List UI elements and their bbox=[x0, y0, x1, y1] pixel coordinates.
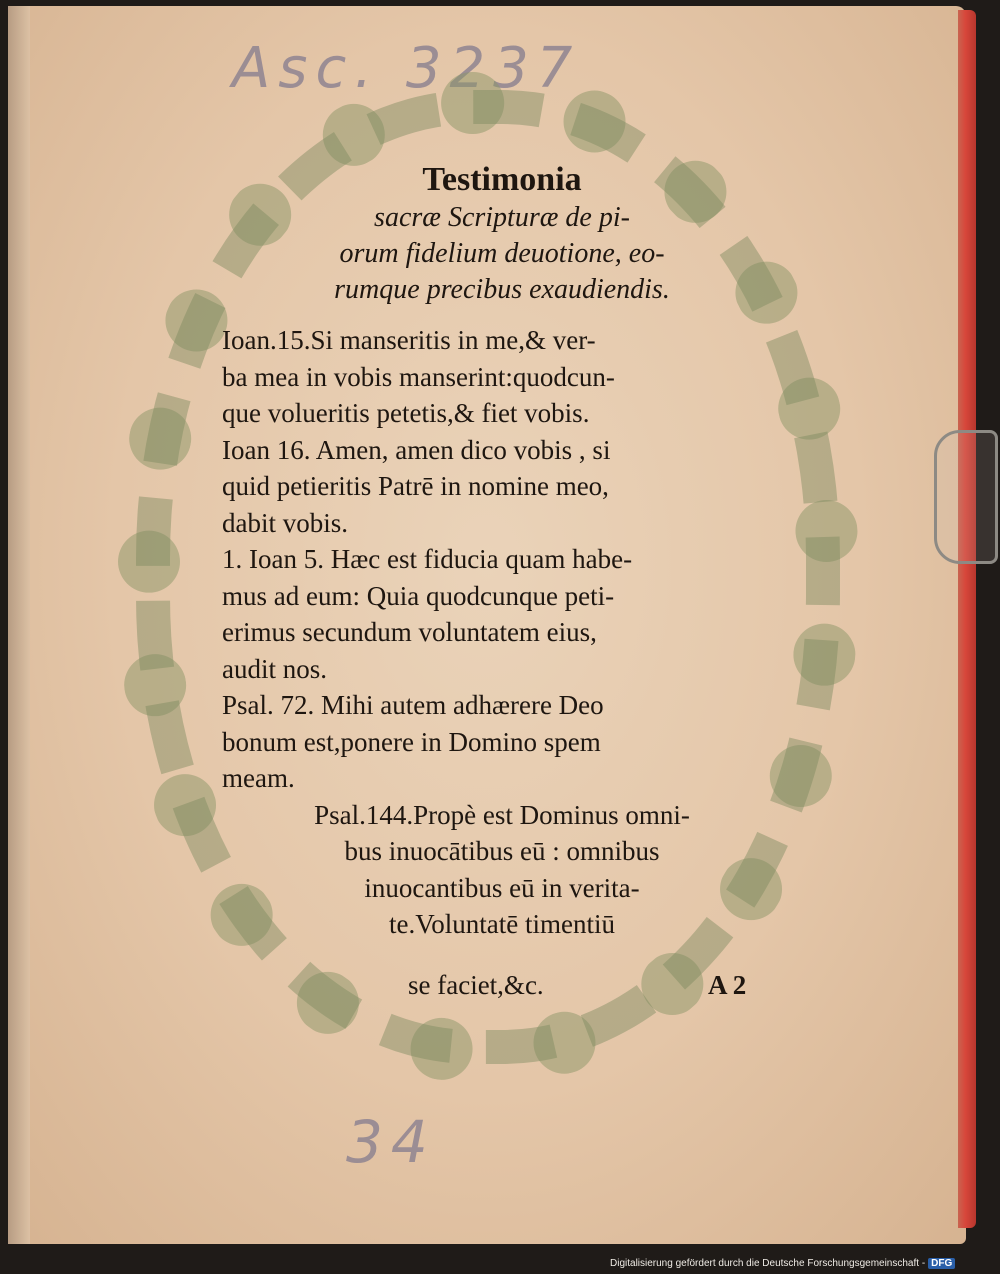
centered-text-line: bus inuocātibus eū : omnibus bbox=[344, 836, 660, 866]
text-line: audit nos. bbox=[222, 653, 327, 684]
centered-text-line: te.Voluntatē timentiū bbox=[389, 909, 615, 939]
text-line: bonum est,ponere in Domino spem bbox=[222, 726, 601, 757]
subtitle-line: orum fidelium deuotione, eo- bbox=[339, 238, 665, 269]
handwritten-number: 34 bbox=[346, 1108, 436, 1176]
digitization-credit bbox=[610, 1258, 955, 1269]
catchword: se faciet,&c. bbox=[408, 970, 544, 1000]
text-line: Ioan 16. Amen, amen dico vobis , si bbox=[222, 434, 611, 465]
signature-mark: A 2 bbox=[708, 970, 747, 1000]
text-line: quid petieritis Patrē in nomine meo, bbox=[222, 471, 609, 501]
page-gutter bbox=[8, 6, 30, 1244]
centered-text-line: Psal.144.Propè est Dominus omni- bbox=[314, 799, 690, 830]
text-line: mus ad eum: Quia quodcunque peti- bbox=[222, 580, 615, 611]
credit-text: Digitalisierung gefördert durch die Deutsche Forschungsgemeinschaft - bbox=[610, 1258, 926, 1269]
page-title: Testimonia bbox=[422, 161, 582, 198]
page-clip bbox=[934, 430, 998, 564]
text-line: Ioan.15.Si manseritis in me,& ver- bbox=[222, 325, 596, 355]
centered-text-line: inuocantibus eū in verita- bbox=[364, 872, 640, 903]
text-line: dabit vobis. bbox=[222, 507, 348, 538]
dfg-logo: DFG bbox=[928, 1258, 955, 1269]
red-page-edge bbox=[958, 10, 976, 1228]
text-line: Psal. 72. Mihi autem adhærere Deo bbox=[222, 690, 604, 720]
subtitle-line: rumque precibus exaudiendis. bbox=[334, 274, 670, 305]
text-line: meam. bbox=[222, 763, 295, 793]
text-line: que volueritis petetis,& fiet vobis. bbox=[222, 398, 590, 428]
text-line: erimus secundum voluntatem eius, bbox=[222, 617, 597, 647]
subtitle-line: sacræ Scripturæ de pi- bbox=[374, 202, 630, 233]
text-line: 1. Ioan 5. Hæc est fiducia quam habe- bbox=[222, 544, 633, 574]
handwritten-shelfmark: Asc. 3237 bbox=[232, 36, 581, 101]
text-line: ba mea in vobis manserint:quodcun- bbox=[222, 361, 615, 392]
page-text bbox=[222, 160, 782, 943]
